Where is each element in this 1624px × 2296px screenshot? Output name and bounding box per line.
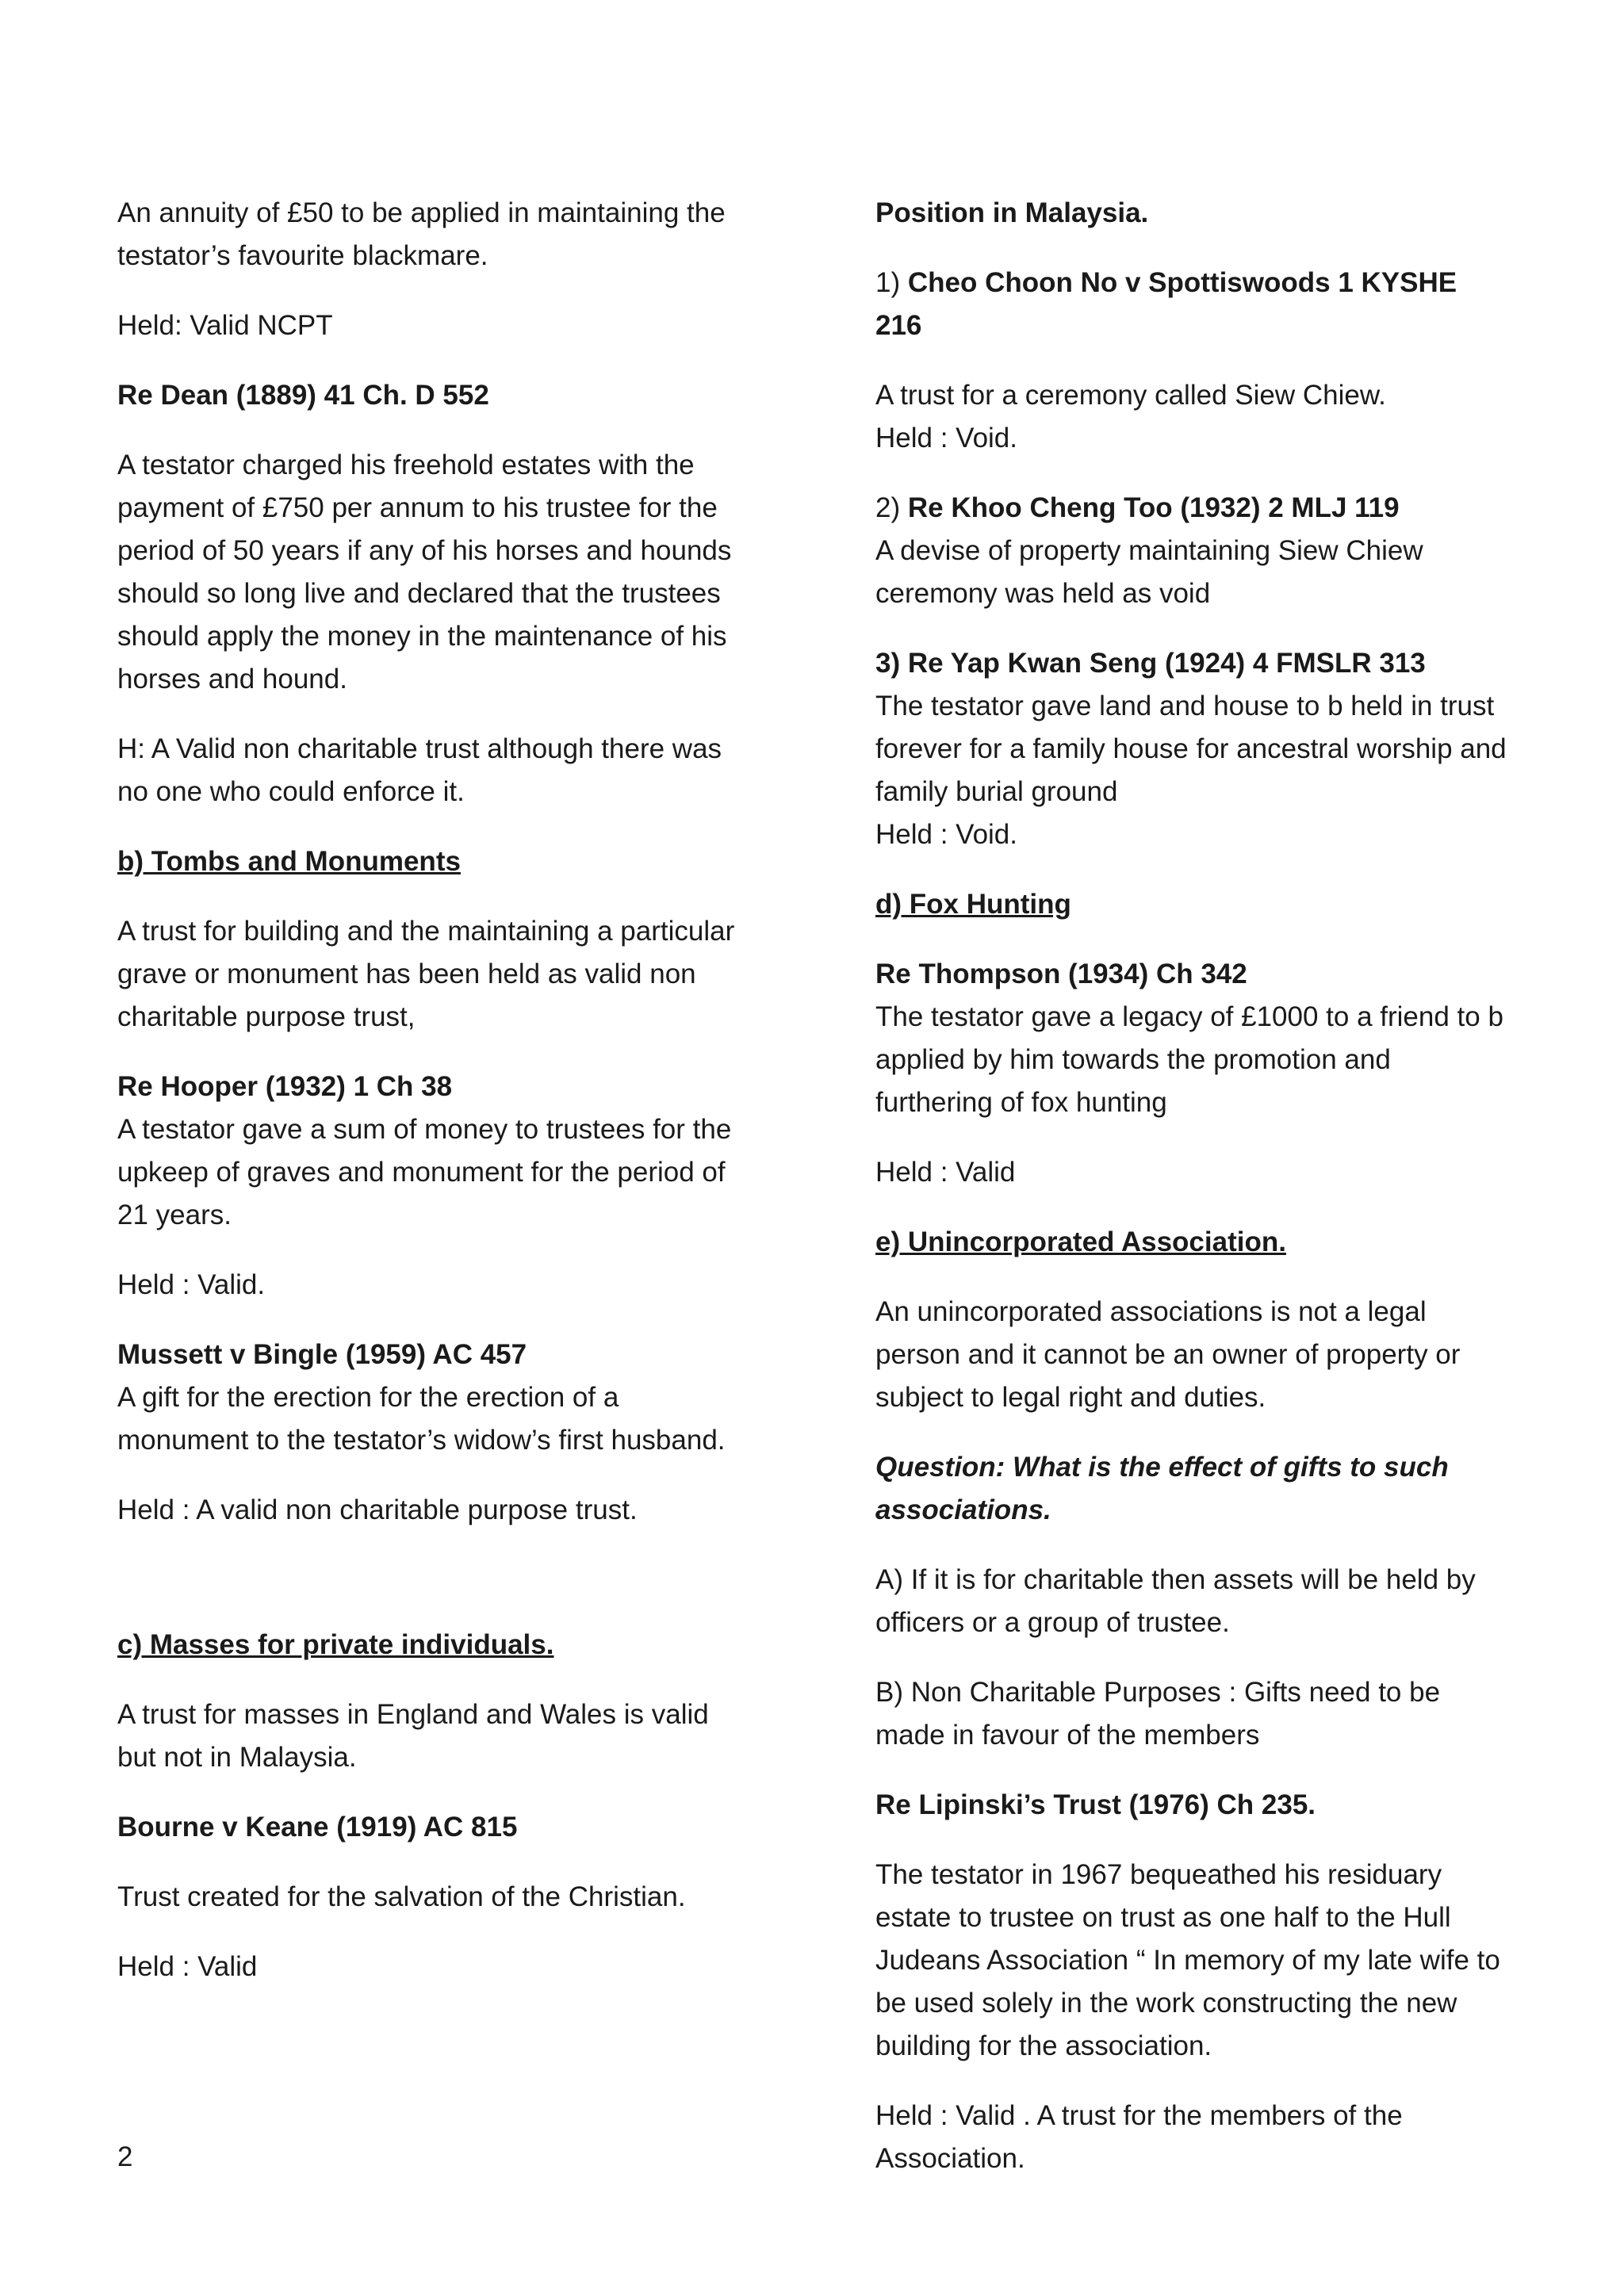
heading-fox-hunting: d) Fox Hunting [875,889,1071,920]
heading-unincorporated-association: e) Unincorporated Association. [875,1226,1286,1257]
point-b: B) Non Charitable Purposes : Gifts need to be made in favour of the members [875,1677,1441,1751]
re-thompson-facts: The testator gave a legacy of £1000 to a friend to b applied by him towards the promotion and furthering of fox hunting [875,1001,1503,1118]
re-dean-held: H: A Valid non charitable trust although there was no one who could enforce it. [117,733,722,807]
case-title: Re Khoo Cheng Too (1932) 2 MLJ 119 [907,492,1400,523]
re-dean-facts: A testator charged his freehold estates with the payment of £750 per annum to his trustee for the period of 50 years if any of his horses and hounds should so long live and declared that the trustees should apply the money in the maintenance of his horses and hound. [117,450,732,695]
case-title: Cheo Choon No v Spottiswoods 1 KYSHE 216 [875,267,1457,341]
cheo-choon-no-block [875,374,1510,460]
mussett-facts: A gift for the erection for the erection of a monument to the testator’s widow’s first husband. [117,1382,726,1456]
masses-paragraph: A trust for masses in England and Wales is valid but not in Malaysia. [117,1699,709,1773]
point-a: A) If it is for charitable then assets will be held by officers or a group of trustee. [875,1564,1476,1638]
case-re-hooper: Re Hooper (1932) 1 Ch 38 [117,1071,453,1102]
re-khoo-cheng-too-block [875,487,1510,615]
heading-masses: c) Masses for private individuals. [117,1629,554,1660]
cheo-choon-no-facts: A trust for a ceremony called Siew Chiew. [875,380,1386,411]
re-thompson-held: Held : Valid [875,1157,1016,1188]
re-hooper-held: Held : Valid. [117,1269,266,1300]
case-mussett-block [117,1334,752,1462]
re-lipinski-held: Held : Valid . A trust for the members of the Association. [875,2100,1403,2174]
annuity-paragraph: An annuity of £50 to be applied in maintaining the testator’s favourite blackmare. [117,197,726,271]
case-mussett-v-bingle: Mussett v Bingle (1959) AC 457 [117,1339,527,1370]
case-bourne-v-keane: Bourne v Keane (1919) AC 815 [117,1812,518,1843]
heading-position-malaysia: Position in Malaysia. [875,197,1149,228]
case-re-lipinski: Re Lipinski’s Trust (1976) Ch 235. [875,1789,1316,1820]
case-re-dean: Re Dean (1889) 41 Ch. D 552 [117,380,489,411]
case-cheo-choon-no [875,262,1510,347]
right-column [875,192,1510,2207]
re-yap-kwan-seng-held: Held : Void. [875,819,1017,850]
case-re-hooper-block [117,1066,752,1237]
re-hooper-facts: A testator gave a sum of money to trustees for the upkeep of graves and monument for the period of 21 years. [117,1114,732,1230]
spacer [117,1559,752,1624]
re-khoo-cheng-too-facts: A devise of property maintaining Siew Chiew ceremony was held as void [875,535,1423,609]
case-number: 2) [875,492,901,523]
case-re-thompson: Re Thompson (1934) Ch 342 [875,959,1247,989]
re-yap-kwan-seng-facts: The testator gave land and house to b held in trust forever for a family house for ancestral worship and family burial ground [875,691,1507,807]
re-lipinski-facts: The testator in 1967 bequeathed his residuary estate to trustee on trust as one half to the Hull Judeans Association “ In memory of my late wife to be used solely in the work constructing the new building for the association. [875,1859,1500,2061]
bourne-held: Held : Valid [117,1951,258,1982]
mussett-held: Held : A valid non charitable purpose trust. [117,1494,638,1525]
case-number: 1) [875,267,901,298]
left-column [117,192,752,2015]
case-re-khoo-cheng-too-line [875,487,1510,530]
bourne-facts: Trust created for the salvation of the Christian. [117,1881,686,1912]
unincorporated-paragraph: An unincorporated associations is not a legal person and it cannot be an owner of property or subject to legal right and duties. [875,1296,1461,1413]
cheo-choon-no-held: Held : Void. [875,423,1017,453]
heading-tombs-monuments: b) Tombs and Monuments [117,846,461,877]
tombs-paragraph: A trust for building and the maintaining a particular grave or monument has been held as valid non charitable purpose trust, [117,916,735,1032]
re-yap-kwan-seng-block [875,642,1510,856]
held-ncpt: Held: Valid NCPT [117,310,333,341]
page-number: 2 [117,2141,133,2172]
question-text: Question: What is the effect of gifts to such associations. [875,1452,1449,1525]
case-re-yap-kwan-seng: 3) Re Yap Kwan Seng (1924) 4 FMSLR 313 [875,648,1426,679]
re-thompson-block [875,953,1510,1124]
